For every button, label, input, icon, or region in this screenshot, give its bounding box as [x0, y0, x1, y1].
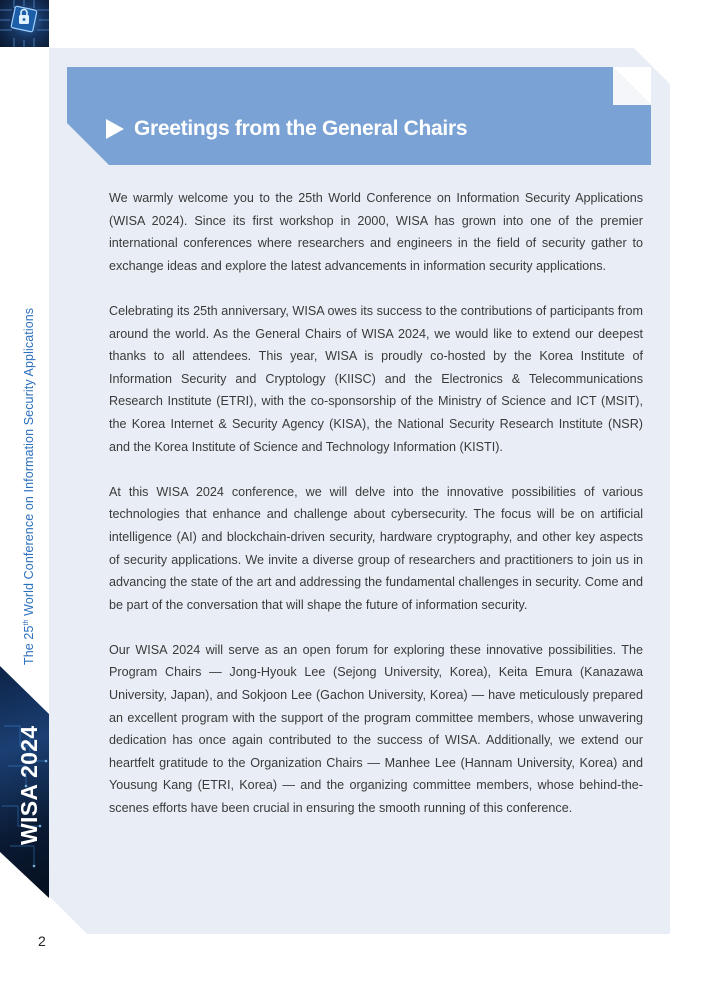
vertical-title-suffix: World Conference on Information Security Applications [22, 307, 36, 620]
chip-lock-icon [0, 0, 49, 47]
greetings-body [109, 187, 643, 842]
vertical-title-sup: th [22, 619, 30, 626]
paragraph: At this WISA 2024 conference, we will delve into the innovative possibilities of various technologies that enhance and challenge about cybersecurity. The focus will be on artificial intelligence (AI) and blockchain-driven security, hardware cryptography, and other key aspects of security applications. We invite a diverse group of researchers and practitioners to join us in advancing the state of the art and addressing the fundamental challenges in security. Come and be part of the conversation that will shape the future of information security. [109, 484, 643, 612]
wisa-2024-label: WISA 2024 [16, 725, 42, 845]
header-band [67, 67, 651, 165]
page-number: 2 [38, 933, 46, 949]
page-title: Greetings from the General Chairs [134, 117, 468, 140]
paragraph: Our WISA 2024 will serve as an open forum for exploring these innovative possibilities. The Program Chairs — Jong-Hyouk Lee (Sejong University, Korea), Keita Emura (Kanazawa University, Japan), and Sokjoon Lee (Gachon University, Korea) — have meticulously prepared an excellent program with the support of the program committee members, whose unwavering dedication has once again contributed to the success of WISA. Additionally, we extend our heartfelt gratitude to the Organization Chairs — Manhee Lee (Hannam University, Korea) and Yousung Kang (ETRI, Korea) — and the organizing committee members, whose behind-the-scenes efforts have been crucial in ensuring the smooth running of this conference. [109, 642, 643, 816]
paragraph: Celebrating its 25th anniversary, WISA owes its success to the contributions of participants from around the world. As the General Chairs of WISA 2024, we would like to extend our deepest thanks to all attendees. This year, WISA is proudly co-hosted by the Korea Institute of Information Security and Cryptology (KIISC) and the Electronics & Telecommunications Research Institute (ETRI), with the co-sponsorship of the Ministry of Science and ICT (MSIT), the Korea Internet & Security Agency (KISA), the National Security Research Institute (NSR) and the Korea Institute of Science and Technology Information (KISTI). [109, 303, 643, 454]
vertical-title-prefix: The 25 [22, 625, 36, 665]
section-title-row [106, 117, 467, 141]
vertical-conference-title [22, 308, 36, 665]
triangle-right-icon [106, 119, 124, 139]
cover-thumbnail [0, 0, 49, 47]
paragraph: We warmly welcome you to the 25th World Conference on Information Security Applications (WISA 2024). Since its first workshop in 2000, WISA has grown into one of the premier international conferences where researchers and engineers in the field of security gather to exchange ideas and explore the latest advancements in information security applications. [109, 191, 643, 273]
